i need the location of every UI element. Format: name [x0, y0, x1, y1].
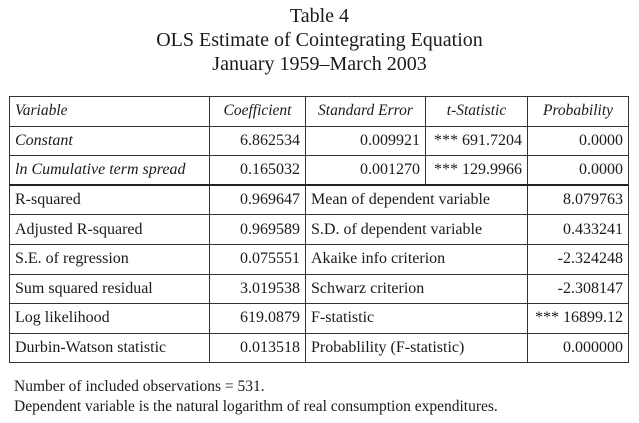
stat-label-right: F-statistic: [306, 304, 528, 334]
header-probability: Probability: [528, 97, 629, 127]
regression-table: [9, 96, 629, 363]
stat-label-left: Sum squared residual: [10, 274, 210, 304]
row-probability: 0.0000: [528, 126, 629, 156]
stat-label-right: Akaike info criterion: [306, 244, 528, 274]
stat-value-right: *** 16899.12: [528, 304, 629, 334]
stat-label-left: Log likelihood: [10, 304, 210, 334]
title-line-2: OLS Estimate of Cointegrating Equation: [156, 29, 483, 51]
table-title: [0, 4, 639, 76]
stat-value-right: 0.000000: [528, 333, 629, 363]
table-header-row: [10, 97, 629, 127]
stat-value-right: -2.308147: [528, 274, 629, 304]
stat-row: [10, 215, 629, 245]
row-t-statistic: *** 129.9966: [426, 156, 528, 186]
stat-label-right: Probablility (F-statistic): [306, 333, 528, 363]
table-row: [10, 156, 629, 186]
stat-value-right: 8.079763: [528, 185, 629, 215]
row-variable: ln Cumulative term spread: [10, 156, 210, 186]
stat-row: [10, 274, 629, 304]
header-coefficient: Coefficient: [210, 97, 306, 127]
stat-row: [10, 304, 629, 334]
note-dependent-variable: Dependent variable is the natural logarithm of real consumption expenditures.: [14, 398, 498, 415]
stat-row: [10, 185, 629, 215]
row-std-error: 0.001270: [306, 156, 426, 186]
table-notes: [14, 377, 498, 417]
stat-label-right: Schwarz criterion: [306, 274, 528, 304]
stat-row: [10, 244, 629, 274]
stat-label-right: S.D. of dependent variable: [306, 215, 528, 245]
stat-value-left: 0.075551: [210, 244, 306, 274]
note-observations: Number of included observations = 531.: [14, 378, 265, 395]
title-line-1: Table 4: [289, 5, 350, 27]
title-line-3: January 1959–March 2003: [212, 53, 427, 75]
stat-label-left: Durbin-Watson statistic: [10, 333, 210, 363]
stat-value-left: 0.013518: [210, 333, 306, 363]
row-std-error: 0.009921: [306, 126, 426, 156]
stat-label-left: S.E. of regression: [10, 244, 210, 274]
row-coefficient: 6.862534: [210, 126, 306, 156]
stat-value-left: 0.969647: [210, 185, 306, 215]
stat-label-left: R-squared: [10, 185, 210, 215]
row-probability: 0.0000: [528, 156, 629, 186]
stat-value-right: 0.433241: [528, 215, 629, 245]
stat-label-right: Mean of dependent variable: [306, 185, 528, 215]
stat-value-left: 0.969589: [210, 215, 306, 245]
header-std-error: Standard Error: [306, 97, 426, 127]
stat-value-left: 3.019538: [210, 274, 306, 304]
header-variable: Variable: [10, 97, 210, 127]
stat-value-right: -2.324248: [528, 244, 629, 274]
stat-label-left: Adjusted R-squared: [10, 215, 210, 245]
row-variable: Constant: [10, 126, 210, 156]
stat-row: [10, 333, 629, 363]
table-row: [10, 126, 629, 156]
stat-value-left: 619.0879: [210, 304, 306, 334]
row-t-statistic: *** 691.7204: [426, 126, 528, 156]
row-coefficient: 0.165032: [210, 156, 306, 186]
header-t-statistic: t-Statistic: [426, 97, 528, 127]
